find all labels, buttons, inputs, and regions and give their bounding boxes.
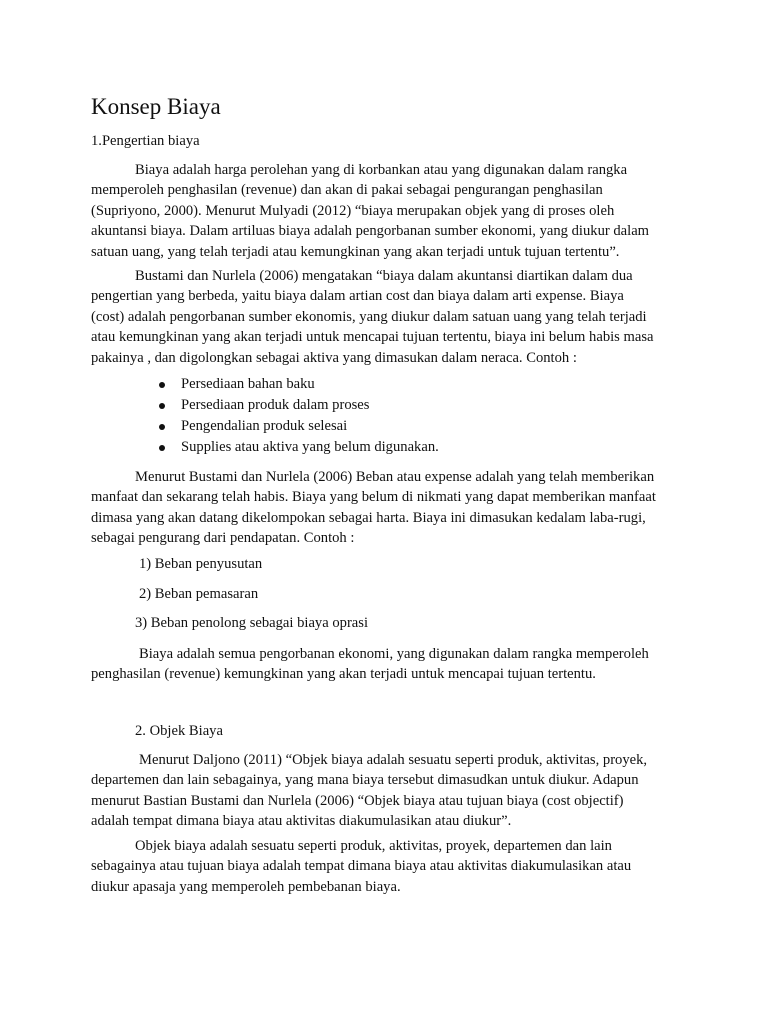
paragraph-line: Objek biaya adalah sesuatu seperti produk, aktivitas, proyek, departemen dan lain: [135, 838, 612, 854]
paragraph-line: Bustami dan Nurlela (2006) mengatakan “biaya dalam akuntansi diartikan dalam dua: [135, 268, 633, 284]
paragraph-line: departemen dan lain sebagainya, yang mana biaya tersebut dimasudkan untuk diukur. Adapun: [91, 772, 639, 789]
paragraph-objek-biaya-1: [91, 750, 691, 832]
paragraph-line: menurut Bastian Bustami dan Nurlela (2006) “Objek biaya atau tujuan biaya (cost objectif): [91, 792, 624, 809]
bullet-icon: [159, 382, 165, 388]
paragraph-line: pengertian yang berbeda, yaitu biaya dalam artian cost dan biaya dalam arti expense. Biaya: [91, 288, 624, 305]
list-item-label: Pengendalian produk selesai: [181, 417, 348, 434]
paragraph-line: akuntansi biaya. Dalam artiluas biaya adalah pengorbanan sumber ekonomi, yang diukur dalam: [91, 223, 650, 240]
paragraph-line: Biaya adalah harga perolehan yang di korbankan atau yang digunakan dalam rangka: [135, 162, 628, 178]
list-item-label: Supplies atau aktiva yang belum digunakan.: [181, 438, 439, 455]
paragraph-line: dimasa yang akan datang dikelompokan sebagai harta. Biaya ini dimasukan kedalam laba-rugi,: [91, 509, 646, 526]
list-item: [0, 395, 439, 416]
page-title: Konsep Biaya: [91, 94, 221, 119]
paragraph-beban: [91, 467, 691, 549]
paragraph-pengertian-1: [91, 160, 691, 262]
paragraph-line: diukur apasaja yang memperoleh pembebanan biaya.: [91, 878, 401, 895]
numbered-item-1: 1) Beban penyusutan: [139, 556, 263, 572]
paragraph-line: sebagainya atau tujuan biaya adalah tempat dimana biaya atau aktivitas diakumulasikan atau: [91, 858, 632, 875]
section-heading-objek-biaya: 2. Objek Biaya: [135, 723, 223, 739]
section-heading-pengertian: 1.Pengertian biaya: [91, 133, 200, 149]
list-item: [0, 416, 439, 437]
paragraph-line: adalah tempat dimana biaya atau aktivitas diakumulasikan atau diukur”.: [91, 813, 512, 830]
paragraph-line: pakainya , dan digolongkan sebagai aktiva yang dimasukan dalam neraca. Contoh :: [91, 349, 577, 366]
paragraph-line: Menurut Bustami dan Nurlela (2006) Beban atau expense adalah yang telah memberikan: [135, 469, 655, 485]
bullet-icon: [159, 403, 165, 409]
paragraph-line: (Supriyono, 2000). Menurut Mulyadi (2012) “biaya merupakan objek yang di proses oleh: [91, 202, 615, 219]
paragraph-line: sebagai pengurang dari pendapatan. Contoh :: [91, 530, 355, 547]
paragraph-line: Biaya adalah semua pengorbanan ekonomi, yang digunakan dalam rangka memperoleh: [139, 646, 649, 662]
paragraph-line: (cost) adalah pengorbanan sumber ekonomis, yang diukur dalam satuan uang yang telah terjadi: [91, 308, 647, 325]
list-item: [0, 374, 439, 395]
numbered-item-2: 2) Beban pemasaran: [139, 586, 259, 602]
numbered-item-3: 3) Beban penolong sebagai biaya oprasi: [135, 615, 369, 631]
paragraph-line: satuan uang, yang telah terjadi atau kemungkinan yang akan terjadi untuk tujuan tertentu”.: [91, 243, 620, 260]
paragraph-biaya-summary: [91, 644, 691, 685]
list-item: [0, 437, 439, 458]
list-item-label: Persediaan produk dalam proses: [181, 396, 370, 413]
paragraph-line: manfaat dan sekarang telah habis. Biaya yang belum di nikmati yang dapat memberikan manfaat: [91, 489, 656, 506]
bullet-list-aktiva: [0, 374, 439, 458]
paragraph-line: memperoleh penghasilan (revenue) dan akan di pakai sebagai pengurangan penghasilan: [91, 182, 603, 199]
paragraph-pengertian-2: [91, 266, 691, 368]
paragraph-line: Menurut Daljono (2011) “Objek biaya adalah sesuatu seperti produk, aktivitas, proyek,: [139, 752, 648, 768]
bullet-icon: [159, 424, 165, 430]
paragraph-line: atau kemungkinan yang akan terjadi untuk mencapai tujuan tertentu, biaya ini belum habis masa: [91, 329, 654, 346]
paragraph-objek-biaya-2: [91, 836, 691, 897]
bullet-icon: [159, 445, 165, 451]
paragraph-line: penghasilan (revenue) kemungkinan yang akan terjadi untuk mencapai tujuan tertentu.: [91, 666, 596, 683]
list-item-label: Persediaan bahan baku: [181, 376, 315, 392]
